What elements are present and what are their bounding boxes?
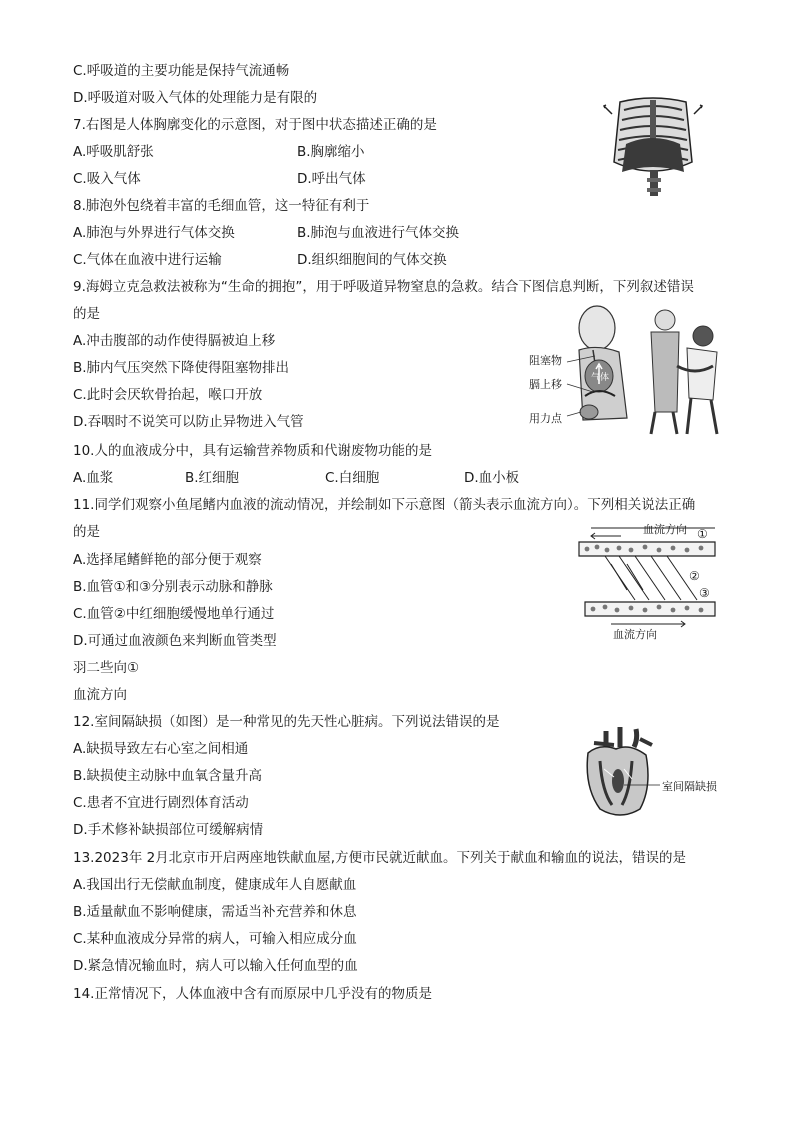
q12-stem: 12.室间隔缺损（如图）是一种常见的先天性心脏病。下列说法错误的是 [73,714,500,730]
q11-stem-line2: 的是 [73,524,100,540]
q9-stem-line1: 9.海姆立克急救法被称为“生命的拥抱”，用于呼吸道异物窒息的急救。结合下图信息判断，下列叙述错误 [73,279,694,295]
q8-option-d: D.组织细胞间的气体交换 [297,252,447,268]
q6-option-d: D.呼吸道对吸入气体的处理能力是有限的 [73,90,318,106]
q11-stem-line1: 11.同学们观察小鱼尾鳍内血液的流动情况，并绘制如下示意图（箭头表示血流方向）。下列相关说法正确 [73,497,696,513]
marker-vessel-3: ③ [699,586,710,600]
label-septal-defect: 室间隔缺损 [662,780,717,793]
q7-stem: 7.右图是人体胸廓变化的示意图，对于图中状态描述正确的是 [73,117,437,133]
q9-option-b: B.肺内气压突然下降使得阻塞物排出 [73,360,290,376]
q10-option-c: C.白细胞 [325,470,380,486]
q8-option-c: C.气体在血液中进行运输 [73,252,222,268]
stray-ocr-text-2: 血流方向 [73,687,127,703]
q13-option-b: B.适量献血不影响健康，需适当补充营养和休息 [73,904,357,920]
label-flow-direction-top: 血流方向 [643,523,687,536]
q9-stem-line2: 的是 [73,306,100,322]
thorax-figure [598,92,708,204]
fish-tail-bloodflow-figure [575,520,725,642]
q10-option-b: B.红细胞 [185,470,240,486]
q10-stem: 10.人的血液成分中，具有运输营养物质和代谢废物功能的是 [73,443,432,459]
heimlich-figure [527,300,727,438]
q8-stem: 8.肺泡外包绕着丰富的毛细血管，这一特征有利于 [73,198,370,214]
label-flow-direction-bottom: 血流方向 [613,628,657,641]
q11-option-a: A.选择尾鳍鲜艳的部分便于观察 [73,552,262,568]
q10-option-a: A.血浆 [73,470,114,486]
label-diaphragm-up: 膈上移 [529,378,562,391]
stray-ocr-text-1: 羽二些向① [73,660,140,676]
label-force-point: 用力点 [529,412,562,425]
q7-option-a: A.呼吸肌舒张 [73,144,154,160]
q13-option-a: A.我国出行无偿献血制度，健康成年人自愿献血 [73,877,357,893]
q8-option-a: A.肺泡与外界进行气体交换 [73,225,235,241]
label-gas: 气体 [591,373,610,383]
q14-stem: 14.正常情况下，人体血液中含有而原尿中几乎没有的物质是 [73,986,432,1002]
q7-option-c: C.吸入气体 [73,171,141,187]
marker-vessel-1: ① [697,527,708,541]
q13-stem: 13.2023年 2月北京市开启两座地铁献血屋,方便市民就近献血。下列关于献血和输血的说法，错误的是 [73,850,686,866]
q6-option-c: C.呼吸道的主要功能是保持气流通畅 [73,63,290,79]
label-blockage: 阻塞物 [529,354,562,367]
q7-option-d: D.呼出气体 [297,171,366,187]
q11-option-b: B.血管①和③分别表示动脉和静脉 [73,579,273,595]
q9-option-d: D.吞咽时不说笑可以防止异物进入气管 [73,414,304,430]
q12-option-a: A.缺损导致左右心室之间相通 [73,741,249,757]
q13-option-c: C.某种血液成分异常的病人，可输入相应成分血 [73,931,357,947]
q13-option-d: D.紧急情况输血时，病人可以输入任何血型的血 [73,958,358,974]
q8-option-b: B.肺泡与血液进行气体交换 [297,225,460,241]
q9-option-c: C.此时会厌软骨抬起，喉口开放 [73,387,263,403]
heart-septal-defect-figure [580,725,730,820]
q7-option-b: B.胸廓缩小 [297,144,365,160]
q12-option-c: C.患者不宜进行剧烈体育活动 [73,795,249,811]
q12-option-b: B.缺损使主动脉中血氧含量升高 [73,768,263,784]
q11-option-d: D.可通过血液颜色来判断血管类型 [73,633,277,649]
marker-vessel-2: ② [689,569,700,583]
q11-option-c: C.血管②中红细胞缓慢地单行通过 [73,606,275,622]
q9-option-a: A.冲击腹部的动作使得膈被迫上移 [73,333,276,349]
q10-option-d: D.血小板 [464,470,520,486]
q12-option-d: D.手术修补缺损部位可缓解病情 [73,822,264,838]
